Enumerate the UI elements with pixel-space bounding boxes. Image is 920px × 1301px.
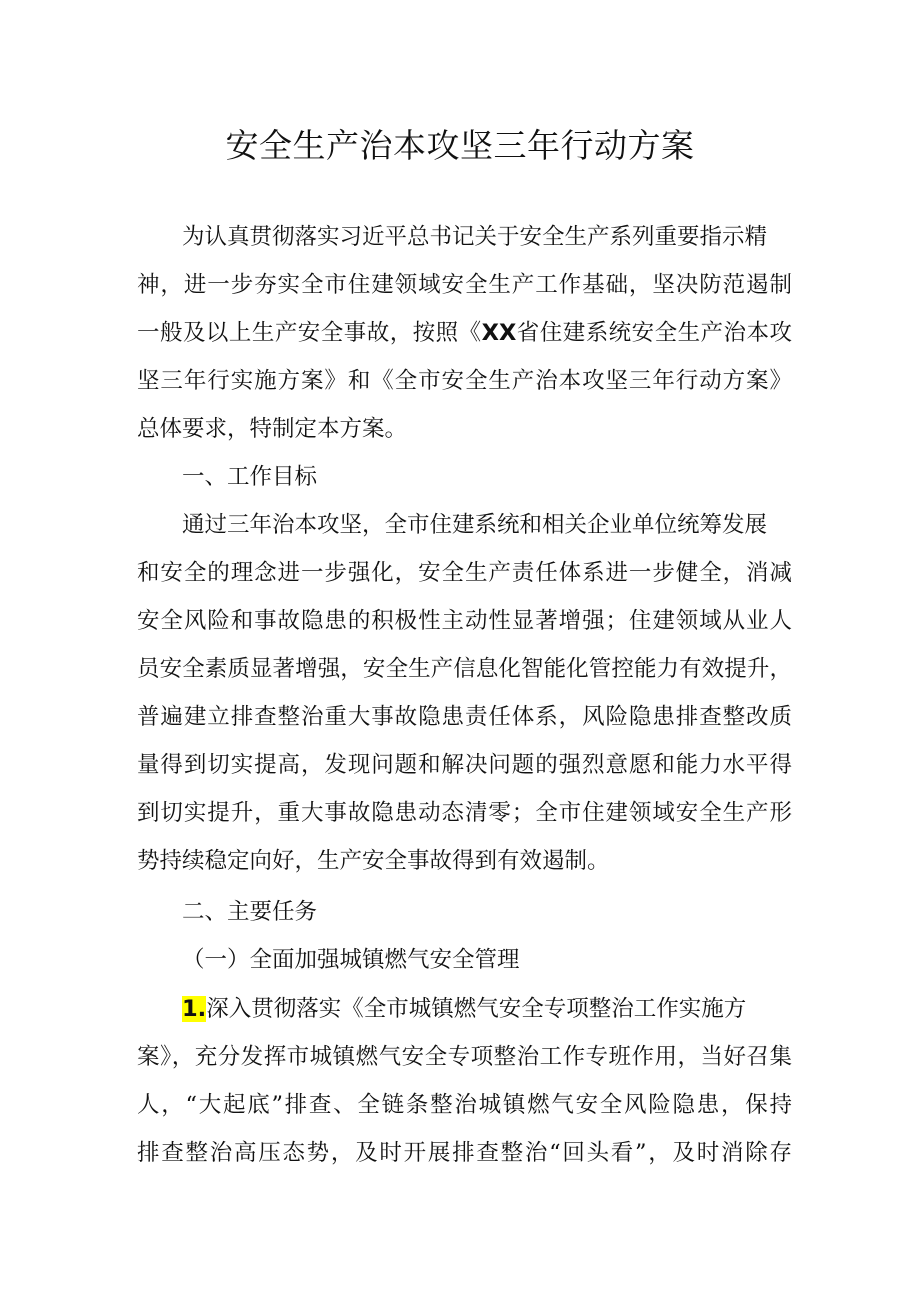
task-item-number: 1. (182, 996, 207, 1022)
intro-line-3-a: 一般及以上生产安全事故，按照《 (137, 320, 482, 346)
intro-line-5: 总体要求，特制定本方案。 (137, 416, 408, 442)
section-heading-tasks: 二、主要任务 (182, 899, 318, 925)
section-heading-goals: 一、工作目标 (182, 464, 318, 490)
goals-line-8: 势持续稳定向好，生产安全事故得到有效遏制。 (137, 848, 610, 874)
task-item-1-line-4: 排查整治高压态势，及时开展排查整治“回头看”，及时消除存 (137, 1140, 792, 1166)
intro-line-3-c: 省住建系统安全生产治本攻 (516, 320, 792, 346)
goals-line-2: 和安全的理念进一步强化，安全生产责任体系进一步健全，消减 (137, 560, 792, 586)
intro-line-1: 为认真贯彻落实习近平总书记关于安全生产系列重要指示精 (182, 224, 768, 250)
goals-line-1: 通过三年治本攻坚，全市住建系统和相关企业单位统筹发展 (182, 512, 768, 538)
subsection-heading-gas: （一）全面加强城镇燃气安全管理 (182, 947, 520, 973)
goals-line-5: 普遍建立排查整治重大事故隐患责任体系，风险隐患排查整改质 (137, 704, 792, 730)
intro-line-2: 神，进一步夯实全市住建领域安全生产工作基础，坚决防范遏制 (137, 272, 792, 298)
goals-line-3: 安全风险和事故隐患的积极性主动性显著增强；住建领域从业人 (137, 608, 792, 634)
goals-line-4: 员安全素质显著增强，安全生产信息化智能化管控能力有效提升， (137, 656, 792, 682)
task-item-1-text: 深入贯彻落实《全市城镇燃气安全专项整治工作实施方 (206, 996, 747, 1022)
province-placeholder: XX (481, 320, 517, 346)
task-item-1-line-1 (182, 994, 746, 1024)
goals-line-6: 量得到切实提高，发现问题和解决问题的强烈意愿和能力水平得 (137, 752, 792, 778)
task-item-1-line-2: 案》，充分发挥市城镇燃气安全专项整治工作专班作用，当好召集 (137, 1044, 792, 1070)
intro-line-4: 坚三年行实施方案》和《全市安全生产治本攻坚三年行动方案》 (137, 368, 792, 394)
intro-line-3 (137, 318, 792, 348)
task-item-1-line-3: 人，“大起底”排查、全链条整治城镇燃气安全风险隐患，保持 (137, 1092, 792, 1118)
goals-line-7: 到切实提升，重大事故隐患动态清零；全市住建领域安全生产形 (137, 800, 792, 826)
page-title: 安全生产治本攻坚三年行动方案 (225, 126, 695, 165)
